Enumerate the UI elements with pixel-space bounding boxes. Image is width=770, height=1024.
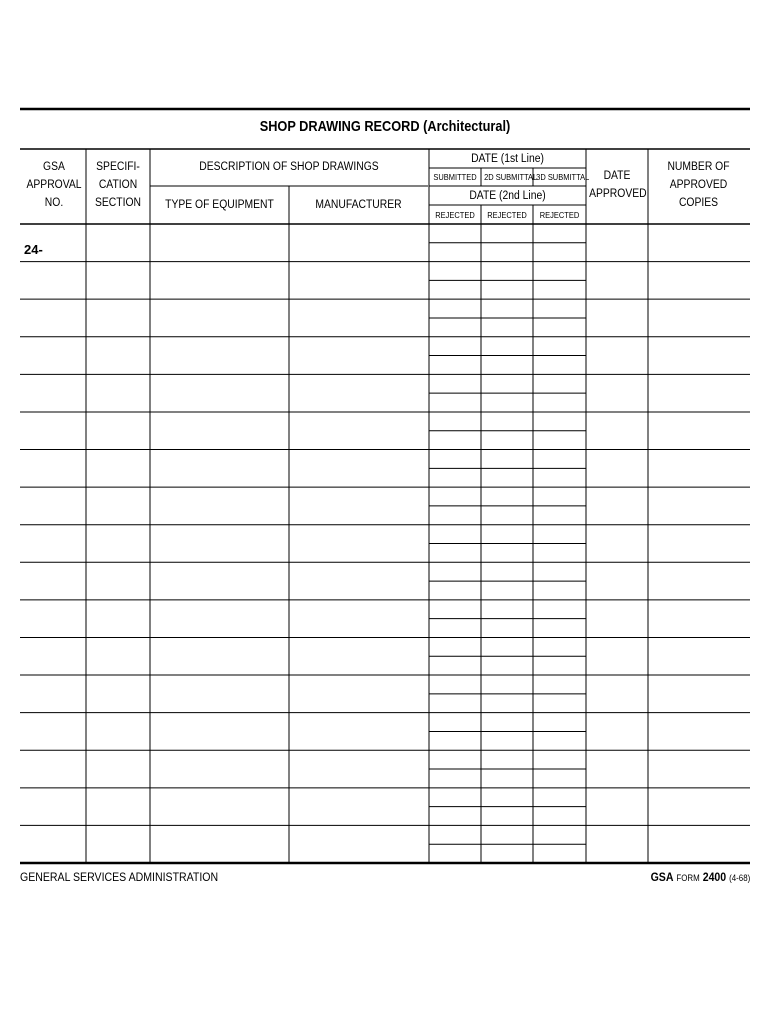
footer-form-number: 2400 <box>702 870 726 884</box>
footer-form-word: FORM <box>676 873 700 883</box>
header-date-approved-line2: APPROVED <box>589 188 647 200</box>
header-2d-submittal: 2D SUBMITTAL <box>484 172 538 182</box>
header-spec-line2: CATION <box>98 179 138 191</box>
header-gsa-line2: APPROVAL <box>26 179 82 191</box>
footer-agency: GENERAL SERVICES ADMINISTRATION <box>20 870 219 884</box>
header-gsa-line1: GSA <box>43 161 65 173</box>
header-copies-line2: APPROVED <box>669 179 728 191</box>
footer-form-agency: GSA <box>650 870 674 884</box>
footer-form-date: (4-68) <box>728 873 750 883</box>
header-submitted: SUBMITTED <box>433 172 477 182</box>
header-manufacturer: MANUFACTURER <box>315 199 402 211</box>
footer-form-id <box>650 870 750 884</box>
header-spec-line1: SPECIFI- <box>96 161 140 173</box>
header-description: DESCRIPTION OF SHOP DRAWINGS <box>199 161 379 173</box>
header-rejected-1: REJECTED <box>435 210 475 220</box>
header-rejected-2: REJECTED <box>487 210 527 220</box>
header-rejected-3: REJECTED <box>539 210 580 220</box>
header-date-approved-line1: DATE <box>603 170 631 182</box>
header-date-2nd-line: DATE (2nd Line) <box>469 190 546 202</box>
header-type-of-equipment: TYPE OF EQUIPMENT <box>165 199 274 211</box>
form-title: SHOP DRAWING RECORD (Architectural) <box>259 118 511 135</box>
first-row-prefix: 24- <box>24 242 43 257</box>
header-gsa-line3: NO. <box>44 197 64 209</box>
header-spec-line3: SECTION <box>94 197 142 209</box>
header-copies-line3: COPIES <box>678 197 719 209</box>
header-3d-submittal: 3D SUBMITTAL <box>536 172 590 182</box>
header-date-1st-line: DATE (1st Line) <box>471 153 544 165</box>
header-copies-line1: NUMBER OF <box>667 161 730 173</box>
